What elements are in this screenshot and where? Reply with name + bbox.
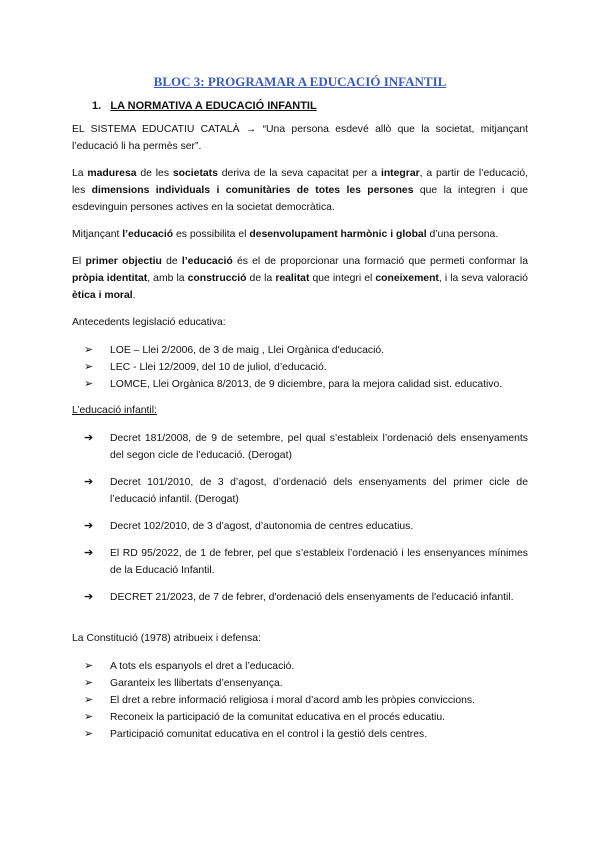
page-title: BLOC 3: PROGRAMAR A EDUCACIÓ INFANTIL [153,74,447,89]
list-item-text: Decret 102/2010, de 3 d’agost, d’autonomia de centres educatius. [110,521,414,532]
right-arrow-icon: → [245,124,257,135]
constitucio-list [84,658,528,743]
right-arrow-bullet-icon: ➔ [84,432,94,444]
bold-text: ètica i moral [72,290,133,301]
bold-text: pròpia identitat [72,273,148,284]
bold-text: coneixement [375,273,439,284]
arrowhead-bullet-icon: ➢ [84,660,94,672]
bold-text: construcció [187,273,247,284]
section-heading [92,100,317,112]
section-heading-text: LA NORMATIVA A EDUCACIÓ INFANTIL [110,100,317,112]
legislacio-list [84,342,528,393]
list-item [84,589,528,606]
sistema-label: EL SISTEMA EDUCATIU CATALÀ [72,124,240,135]
educacio-infantil-list [84,430,528,606]
text: que la integren i que esdevinguin persones actives en la societat democràtica. [72,185,528,213]
text: de la [246,273,276,284]
list-item [84,342,528,359]
educacio-infantil-label: L’educació infantil: [72,405,157,416]
list-item-text: Decret 101/2010, de 3 d’agost, d’ordenació dels ensenyaments del primer cicle de l’educació infantil. (Derogat) [110,477,528,505]
text: que integri el [309,273,376,284]
bold-text: integrar [380,168,420,179]
right-arrow-bullet-icon: ➔ [84,547,94,559]
list-item-text: El dret a rebre informació religiosa i moral d’acord amb les pròpies conviccions. [110,695,475,706]
section-number: 1. [92,100,102,112]
list-item [84,376,528,393]
arrowhead-bullet-icon: ➢ [84,711,94,723]
text: , amb la [147,273,188,284]
text: es possibilita el [173,229,250,240]
bold-text: desenvolupament harmònic i global [249,229,427,240]
list-item [84,545,528,579]
list-item [84,658,528,675]
list-item-text: LOMCE, Llei Orgànica 8/2013, de 9 diciembre, para la mejora calidad sist. educativo. [110,379,503,390]
text: Mitjançant [72,229,123,240]
list-item-text: Decret 181/2008, de 9 de setembre, pel qual s’estableix l’ordenació dels ensenyaments del segon cicle de l’educació. (Derogat) [110,433,528,461]
bold-text: realitat [275,273,310,284]
right-arrow-bullet-icon: ➔ [84,476,94,488]
list-item [84,675,528,692]
right-arrow-bullet-icon: ➔ [84,591,94,603]
list-item-text: Reconeix la participació de la comunitat educativa en el procés educatiu. [110,712,446,723]
text: de les [136,168,173,179]
list-item [84,359,528,376]
bold-text: dimensions individuals i comunitàries de totes les persones [91,185,414,196]
constitucio-label: La Constitució (1978) atribueix i defensa: [72,633,261,644]
arrowhead-bullet-icon: ➢ [84,677,94,689]
list-item-text: LOE – Llei 2/2006, de 3 de maig , Llei Orgànica d'educació. [110,345,385,356]
bold-text: l’educació [181,256,233,267]
list-item-text: Participació comunitat educativa en el control i la gestió dels centres. [110,729,428,740]
paragraph-sistema-educatiu [72,121,528,155]
bold-text: l’educació [122,229,174,240]
text: de [161,256,182,267]
paragraph-mitjancant [72,226,528,243]
text: , i la seva valoració [438,273,528,284]
list-item-text: A tots els espanyols el dret a l’educació. [110,661,295,672]
arrowhead-bullet-icon: ➢ [84,344,94,356]
text: és el de proporcionar una formació que permeti conformar la [232,256,528,267]
text: El [72,256,86,267]
arrowhead-bullet-icon: ➢ [84,378,94,390]
list-item-text: LEC - Llei 12/2009, del 10 de juliol, d’educació. [110,362,327,373]
text: . [132,290,136,301]
list-item-text: El RD 95/2022, de 1 de febrer, pel que s’estableix l’ordenació i les ensenyances mínimes de la Educació Infantil. [110,548,528,576]
arrowhead-bullet-icon: ➢ [84,728,94,740]
paragraph-primer-objectiu [72,253,528,304]
arrowhead-bullet-icon: ➢ [84,361,94,373]
text: d’una persona. [426,229,499,240]
bold-text: primer objectiu [85,256,162,267]
paragraph-maduresa [72,165,528,216]
legislacio-label: Antecedents legislació educativa: [72,317,226,328]
list-item-text: DECRET 21/2023, de 7 de febrer, d'ordenació dels ensenyaments de l'educació infantil. [110,592,514,603]
bold-text: societats [172,168,218,179]
list-item [84,709,528,726]
bold-text: maduresa [87,168,137,179]
list-item [84,430,528,464]
list-item [84,518,528,535]
text: La [72,168,88,179]
sistema-quote: “Una persona esdevé allò que la societat, mitjançant l’educació li ha permès ser”. [72,124,529,152]
text: , a partir de l’educació, les [72,168,528,196]
right-arrow-bullet-icon: ➔ [84,520,94,532]
list-item [84,692,528,709]
text: deriva de la seva capacitat per a [217,168,381,179]
list-item-text: Garanteix les llibertats d’ensenyança. [110,678,283,689]
arrowhead-bullet-icon: ➢ [84,694,94,706]
list-item [84,474,528,508]
list-item [84,726,528,743]
